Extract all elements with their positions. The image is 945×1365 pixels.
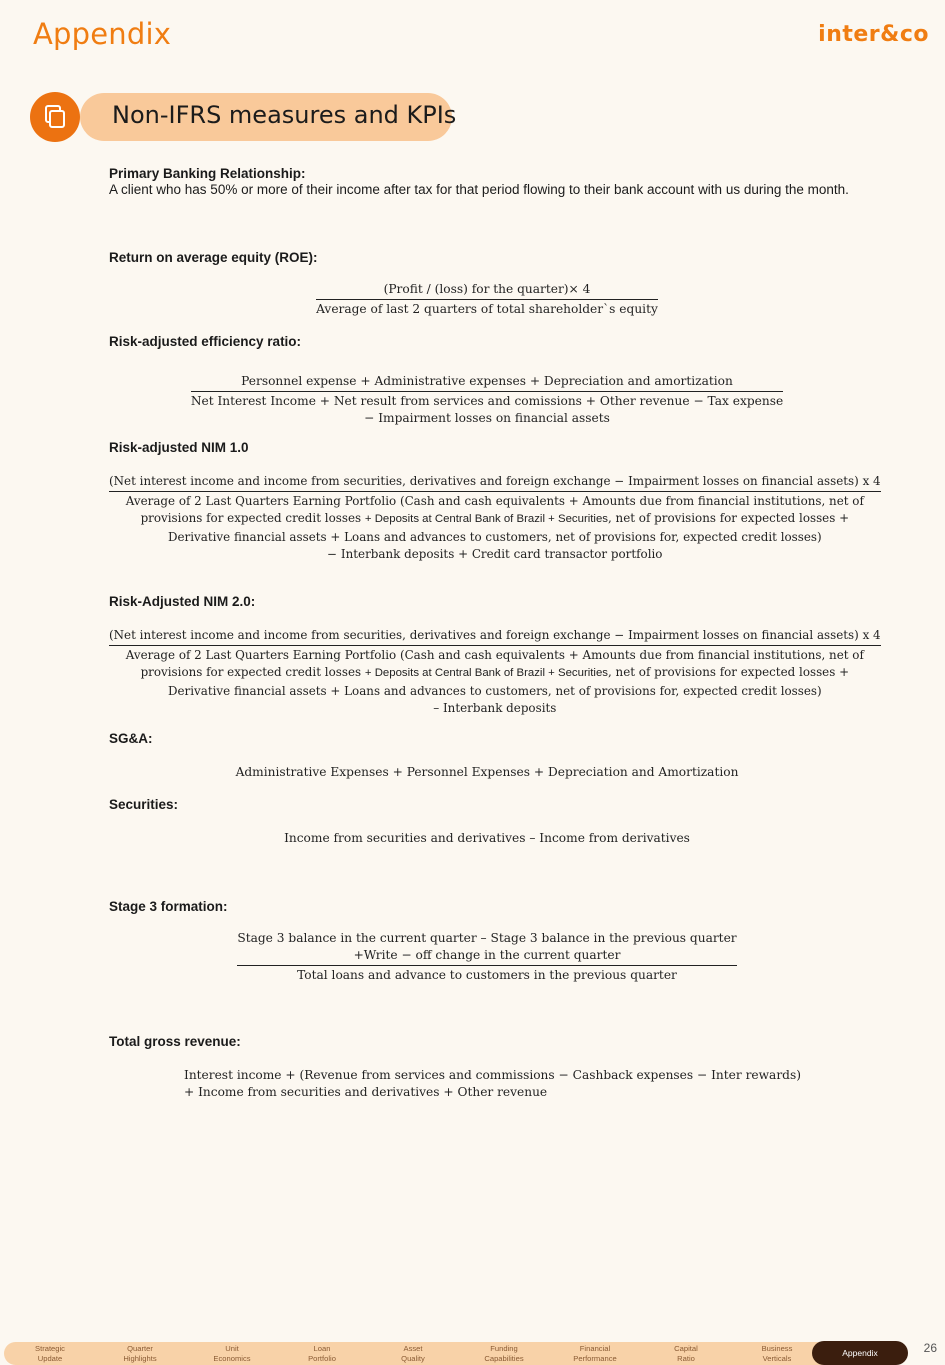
- nim1-denominator-line2c: , net of provisions for expected losses +: [608, 511, 850, 526]
- nim2-denominator-line2b: + Deposits at Central Bank of Brazil + Securities: [364, 667, 608, 680]
- efficiency-denominator-line2: − Impairment losses on financial assets: [364, 411, 610, 426]
- nim1-numerator: (Net interest income and income from securities, derivatives and foreign exchange − Impairment losses on financial assets) x 4: [109, 473, 881, 492]
- nim1-section: [109, 440, 865, 455]
- revenue-formula-line1: Interest income + (Revenue from services and commissions − Cashback expenses − Inter rewards): [184, 1068, 801, 1082]
- stage3-section: [109, 899, 865, 914]
- securities-heading: Securities:: [109, 797, 179, 812]
- nim2-denominator-line1: Average of 2 Last Quarters Earning Portfolio (Cash and cash equivalents + Amounts due from financial institutions, net of: [125, 648, 864, 663]
- nim1-formula: [109, 473, 881, 563]
- page-number: 26: [923, 1341, 937, 1355]
- nim2-denominator-line2c: , net of provisions for expected losses +: [608, 665, 850, 680]
- revenue-section: [109, 1034, 865, 1049]
- nav-financial-performance[interactable]: Financial Performance: [573, 1344, 617, 1363]
- roe-formula: [109, 281, 865, 318]
- page-title: Appendix: [33, 17, 172, 51]
- company-logo: inter&co: [818, 22, 929, 47]
- stage3-numerator-line1: Stage 3 balance in the current quarter – Stage 3 balance in the previous quarter: [237, 931, 737, 945]
- stage3-formula: [109, 930, 865, 985]
- roe-heading: Return on average equity (ROE):: [109, 250, 318, 265]
- nim1-denominator-line3: Derivative financial assets + Loans and advances to customers, net of provisions for, expected credit losses): [167, 529, 822, 544]
- securities-section: [109, 797, 865, 812]
- nav-unit-economics[interactable]: Unit Economics: [213, 1344, 251, 1363]
- revenue-formula-line2: + Income from securities and derivatives + Other revenue: [184, 1085, 548, 1100]
- nim2-formula: [109, 627, 881, 717]
- nim2-heading: Risk-Adjusted NIM 2.0:: [109, 594, 256, 609]
- nim2-numerator: (Net interest income and income from securities, derivatives and foreign exchange − Impairment losses on financial assets) x 4: [109, 627, 881, 646]
- efficiency-heading: Risk-adjusted efficiency ratio:: [109, 334, 302, 349]
- revenue-heading: Total gross revenue:: [109, 1034, 241, 1049]
- nav-business-verticals[interactable]: Business Verticals: [761, 1344, 793, 1363]
- footer-nav: [0, 1340, 945, 1365]
- stage3-heading: Stage 3 formation:: [109, 899, 228, 914]
- pbr-heading: Primary Banking Relationship:: [109, 166, 306, 181]
- sga-formula: Administrative Expenses + Personnel Expenses + Depreciation and Amortization: [235, 765, 739, 779]
- roe-denominator: Average of last 2 quarters of total shareholder`s equity: [316, 302, 658, 317]
- pbr-section: [109, 166, 865, 199]
- securities-formula: Income from securities and derivatives – Income from derivatives: [284, 831, 690, 845]
- efficiency-denominator-line1: Net Interest Income + Net result from services and comissions + Other revenue − Tax expense: [190, 394, 784, 409]
- nav-strategic-update[interactable]: Strategic Update: [35, 1344, 65, 1363]
- section-title: Non-IFRS measures and KPIs: [112, 101, 457, 129]
- nim1-denominator-line2a: provisions for expected credit losses: [140, 511, 362, 526]
- sga-heading: SG&A:: [109, 731, 153, 746]
- roe-numerator: (Profit / (loss) for the quarter)× 4: [316, 281, 658, 300]
- efficiency-numerator: Personnel expense + Administrative expenses + Depreciation and amortization: [191, 373, 783, 392]
- nav-funding-capabilities[interactable]: Funding Capabilities: [484, 1344, 524, 1363]
- nim1-denominator-line2b: + Deposits at Central Bank of Brazil + Securities: [364, 513, 608, 526]
- sga-section: [109, 731, 865, 746]
- efficiency-formula: [109, 373, 865, 428]
- nav-asset-quality[interactable]: Asset Quality: [401, 1344, 425, 1363]
- nim2-denominator-line4: – Interbank deposits: [433, 700, 557, 715]
- nav-quarter-highlights[interactable]: Quarter Highlights: [123, 1344, 157, 1363]
- nim1-heading: Risk-adjusted NIM 1.0: [109, 440, 249, 455]
- efficiency-section: [109, 334, 865, 349]
- nav-capital-ratio[interactable]: Capital Ratio: [674, 1344, 698, 1363]
- nim1-denominator-line1: Average of 2 Last Quarters Earning Portfolio (Cash and cash equivalents + Amounts due from financial institutions, net of: [125, 494, 864, 509]
- nim1-denominator-line4: − Interbank deposits + Credit card transactor portfolio: [327, 546, 663, 561]
- roe-section: [109, 250, 865, 265]
- nim2-denominator-line3: Derivative financial assets + Loans and advances to customers, net of provisions for, expected credit losses): [167, 683, 822, 698]
- nim2-denominator-line2a: provisions for expected credit losses: [140, 665, 362, 680]
- nav-appendix-active[interactable]: Appendix: [812, 1341, 908, 1365]
- revenue-formula: [184, 1067, 864, 1101]
- nim2-section: [109, 594, 865, 609]
- copy-icon: [30, 92, 80, 142]
- pbr-definition: A client who has 50% or more of their income after tax for that period flowing to their bank account with us during the month.: [109, 182, 849, 197]
- stage3-denominator: Total loans and advance to customers in the previous quarter: [297, 968, 677, 983]
- stage3-numerator-line2: +Write − off change in the current quarter: [353, 948, 621, 963]
- nav-loan-portfolio[interactable]: Loan Portfolio: [308, 1344, 336, 1363]
